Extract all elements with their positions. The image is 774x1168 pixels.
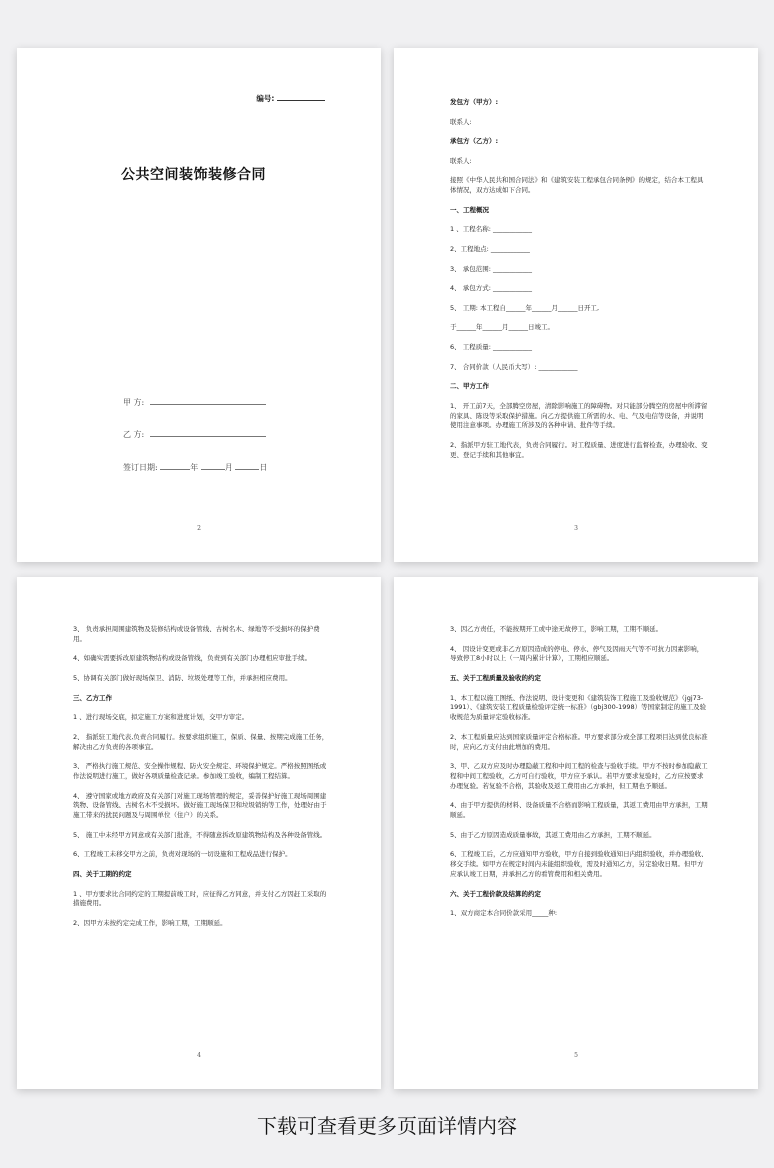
section-heading: 五、关于工程质量及验收的约定 bbox=[450, 673, 541, 682]
paragraph: 2、本工程质量应达到国家质量评定合格标准。甲方要求部分或全部工程项目达到优良标准时，应向乙方支付由此增加的费用。 bbox=[450, 732, 708, 751]
section-heading: 发包方（甲方）: bbox=[450, 98, 499, 106]
serial-blank bbox=[277, 92, 325, 101]
section-heading: 四、关于工期的约定 bbox=[73, 869, 132, 878]
paragraph: 联系人: bbox=[450, 117, 472, 126]
paragraph: 3、甲、乙双方应及时办理隐蔽工程和中间工程的检查与验收手续。甲方不按时参加隐蔽工程和中间工程验收，乙方可自行验收，甲方应予承认。若甲方要求复验时，乙方应按要求办理复验。若复验不合格，其验收及返工费用由乙方承担，但工期也予顺延。 bbox=[450, 762, 708, 790]
contract-title: 公共空间装饰装修合同 bbox=[121, 167, 266, 183]
paragraph: 7、 合同价款（人民币大写）: ____________ bbox=[450, 362, 578, 371]
party-b-blank bbox=[150, 428, 266, 437]
paragraph: 于______年______月______日竣工。 bbox=[450, 323, 554, 332]
month-label: 月 bbox=[224, 463, 233, 472]
section-heading: 三、乙方工作 bbox=[73, 693, 112, 702]
paragraph: 4、如确实需要拆改原建筑物结构或设备管线，负责到有关部门办理相应审批手续。 bbox=[73, 654, 312, 663]
paragraph: 1 、甲方要求比合同约定的工期提前竣工时，应征得乙方同意，并支付乙方因赶工采取的措施费用。 bbox=[73, 889, 327, 908]
paragraph: 6、工程竣工后，乙方应通知甲方验收，甲方自接到验收通知日内组织验收，并办理验收、移交手续。如甲方在规定时间内未能组织验收，需及时通知乙方，另定验收日期。但甲方应承认竣工日期，并承担乙方的看管费用和相关费用。 bbox=[450, 850, 708, 878]
paragraph: 5、 施工中未经甲方同意或有关部门批准，不得随意拆改原建筑物结构及各种设备管线。 bbox=[73, 830, 327, 839]
section-heading: 六、关于工程价款及结算的约定 bbox=[450, 889, 541, 898]
paragraph: 3、 严格执行施工规范、安全操作规程、防火安全规定、环境保护规定。严格按照图纸或作法说明进行施工，做好各项质量检查记录。参加竣工验收，编制工程结算。 bbox=[73, 762, 327, 780]
paragraph: 2、指派甲方驻工地代表，负责合同履行。对工程质量、进度进行监督检查，办理验收、变更、登记手续和其他事宜。 bbox=[450, 440, 708, 459]
paragraph: 接照《中华人民共和国合同法》和《建筑安装工程承包合同条例》的规定，结合本工程具体情况，双方达成如下合同。 bbox=[450, 176, 704, 195]
page-number: 4 bbox=[197, 1052, 201, 1059]
paragraph: 1、本工程以施工图纸、作法说明、设计变更和《建筑装饰工程施工及验收规范》（jgj73-1991）、《建筑安装工程质量检验评定统一标准》（gbj300-1998）等国家制定的施工及验收规范为质量评定验收标准。 bbox=[450, 693, 707, 722]
paragraph: 2、因甲方未按约定完成工作，影响工期，工期顺延。 bbox=[73, 918, 227, 927]
section-heading: 二、甲方工作 bbox=[450, 382, 489, 391]
year-label: 年 bbox=[190, 463, 199, 472]
paragraph: 2、工程地点: ____________ bbox=[450, 244, 530, 253]
paragraph: 4、由于甲方提供的材料、设备质量不合格而影响工程质量，其返工费用由甲方承担，工期顺延。 bbox=[450, 801, 708, 820]
paragraph: 3、 承包范围: ____________ bbox=[450, 264, 532, 273]
serial-label: 编号: bbox=[256, 94, 275, 103]
party-a-blank bbox=[150, 396, 266, 405]
page-number: 5 bbox=[574, 1052, 578, 1059]
page-number: 3 bbox=[574, 525, 578, 532]
page-number: 2 bbox=[197, 525, 201, 532]
paragraph: 2、 指派驻工地代表,负责合同履行。按要求组织施工，保质、保量、按期完成施工任务，解决由乙方负责的各项事宜。 bbox=[73, 732, 329, 751]
day-label: 日 bbox=[259, 463, 268, 472]
page-body bbox=[73, 625, 331, 939]
paragraph: 5、由于乙方原因造成质量事故，其返工费用由乙方承担，工期不顺延。 bbox=[450, 830, 656, 839]
document-page-3 bbox=[394, 48, 758, 562]
paragraph: 1、 开工前7天，全部腾空房屋，清除影响施工的障碍物。对只能部分腾空的房屋中所滞留的家具、陈设等采取保护措施。向乙方提供施工所需的水、电、气及电信等设备，并说明使用注意事项。办理施工所涉及的各种申请、批件等手续。 bbox=[450, 401, 708, 430]
document-page-4 bbox=[17, 577, 381, 1089]
paragraph: 5、 工期: 本工程自______年______月______日开工, bbox=[450, 303, 600, 312]
serial-number-field bbox=[256, 92, 325, 104]
paragraph: 6、工程竣工未移交甲方之前，负责对现场的一切设施和工程成品进行保护。 bbox=[73, 850, 292, 859]
section-heading: 承包方（乙方）: bbox=[450, 137, 499, 146]
paragraph: 4、 遵守国家或地方政府及有关部门对施工现场管理的规定，妥善保护好施工现场周围建筑物、设备管线、古树名木不受损坏。做好施工现场保卫和垃圾销纳等工作，处理好由于施工带来的扰民问题及与周围单位（住户）的关系。 bbox=[73, 791, 327, 820]
document-page-2 bbox=[17, 48, 381, 562]
page-body bbox=[450, 625, 708, 929]
document-page-5 bbox=[394, 577, 758, 1089]
download-caption: 下载可查看更多页面详情内容 bbox=[257, 1114, 517, 1138]
paragraph: 联系人: bbox=[450, 156, 472, 165]
sign-date-field bbox=[123, 461, 267, 473]
paragraph: 1 、进行现场交底，拟定施工方案和进度计划，交甲方审定。 bbox=[73, 713, 249, 722]
paragraph: 3、 负责承担周围建筑物及装修结构或设备管线、古树名木、绿地等不受损坏的保护费用。 bbox=[73, 625, 320, 643]
paragraph: 1 、工程名称: ____________ bbox=[450, 225, 532, 234]
party-b-label: 乙 方: bbox=[123, 430, 145, 439]
paragraph: 1、双方商定本合同价款采用_____种: bbox=[450, 909, 558, 918]
paragraph: 3、因乙方责任，不能按期开工或中途无故停工，影响工期，工期不顺延。 bbox=[450, 625, 663, 633]
sign-date-label: 签订日期: bbox=[123, 463, 158, 472]
paragraph: 4、 承包方式: ____________ bbox=[450, 284, 532, 293]
party-a-field bbox=[123, 396, 266, 408]
section-heading: 一、工程概况 bbox=[450, 205, 489, 214]
paragraph: 5、协调有关部门做好现场保卫、消防、垃圾处理等工作，并承担相应费用。 bbox=[73, 673, 292, 682]
page-body bbox=[450, 98, 708, 470]
paragraph: 4、 因设计变更或非乙方原因造成的停电、停水、停气及因雨天气等不可抗力因素影响，导致停工8小时以上（一周内累计计算），工期相应顺延。 bbox=[450, 644, 704, 663]
paragraph: 6、 工程质量: ____________ bbox=[450, 342, 532, 351]
party-b-field bbox=[123, 428, 266, 440]
party-a-label: 甲 方: bbox=[123, 398, 145, 407]
